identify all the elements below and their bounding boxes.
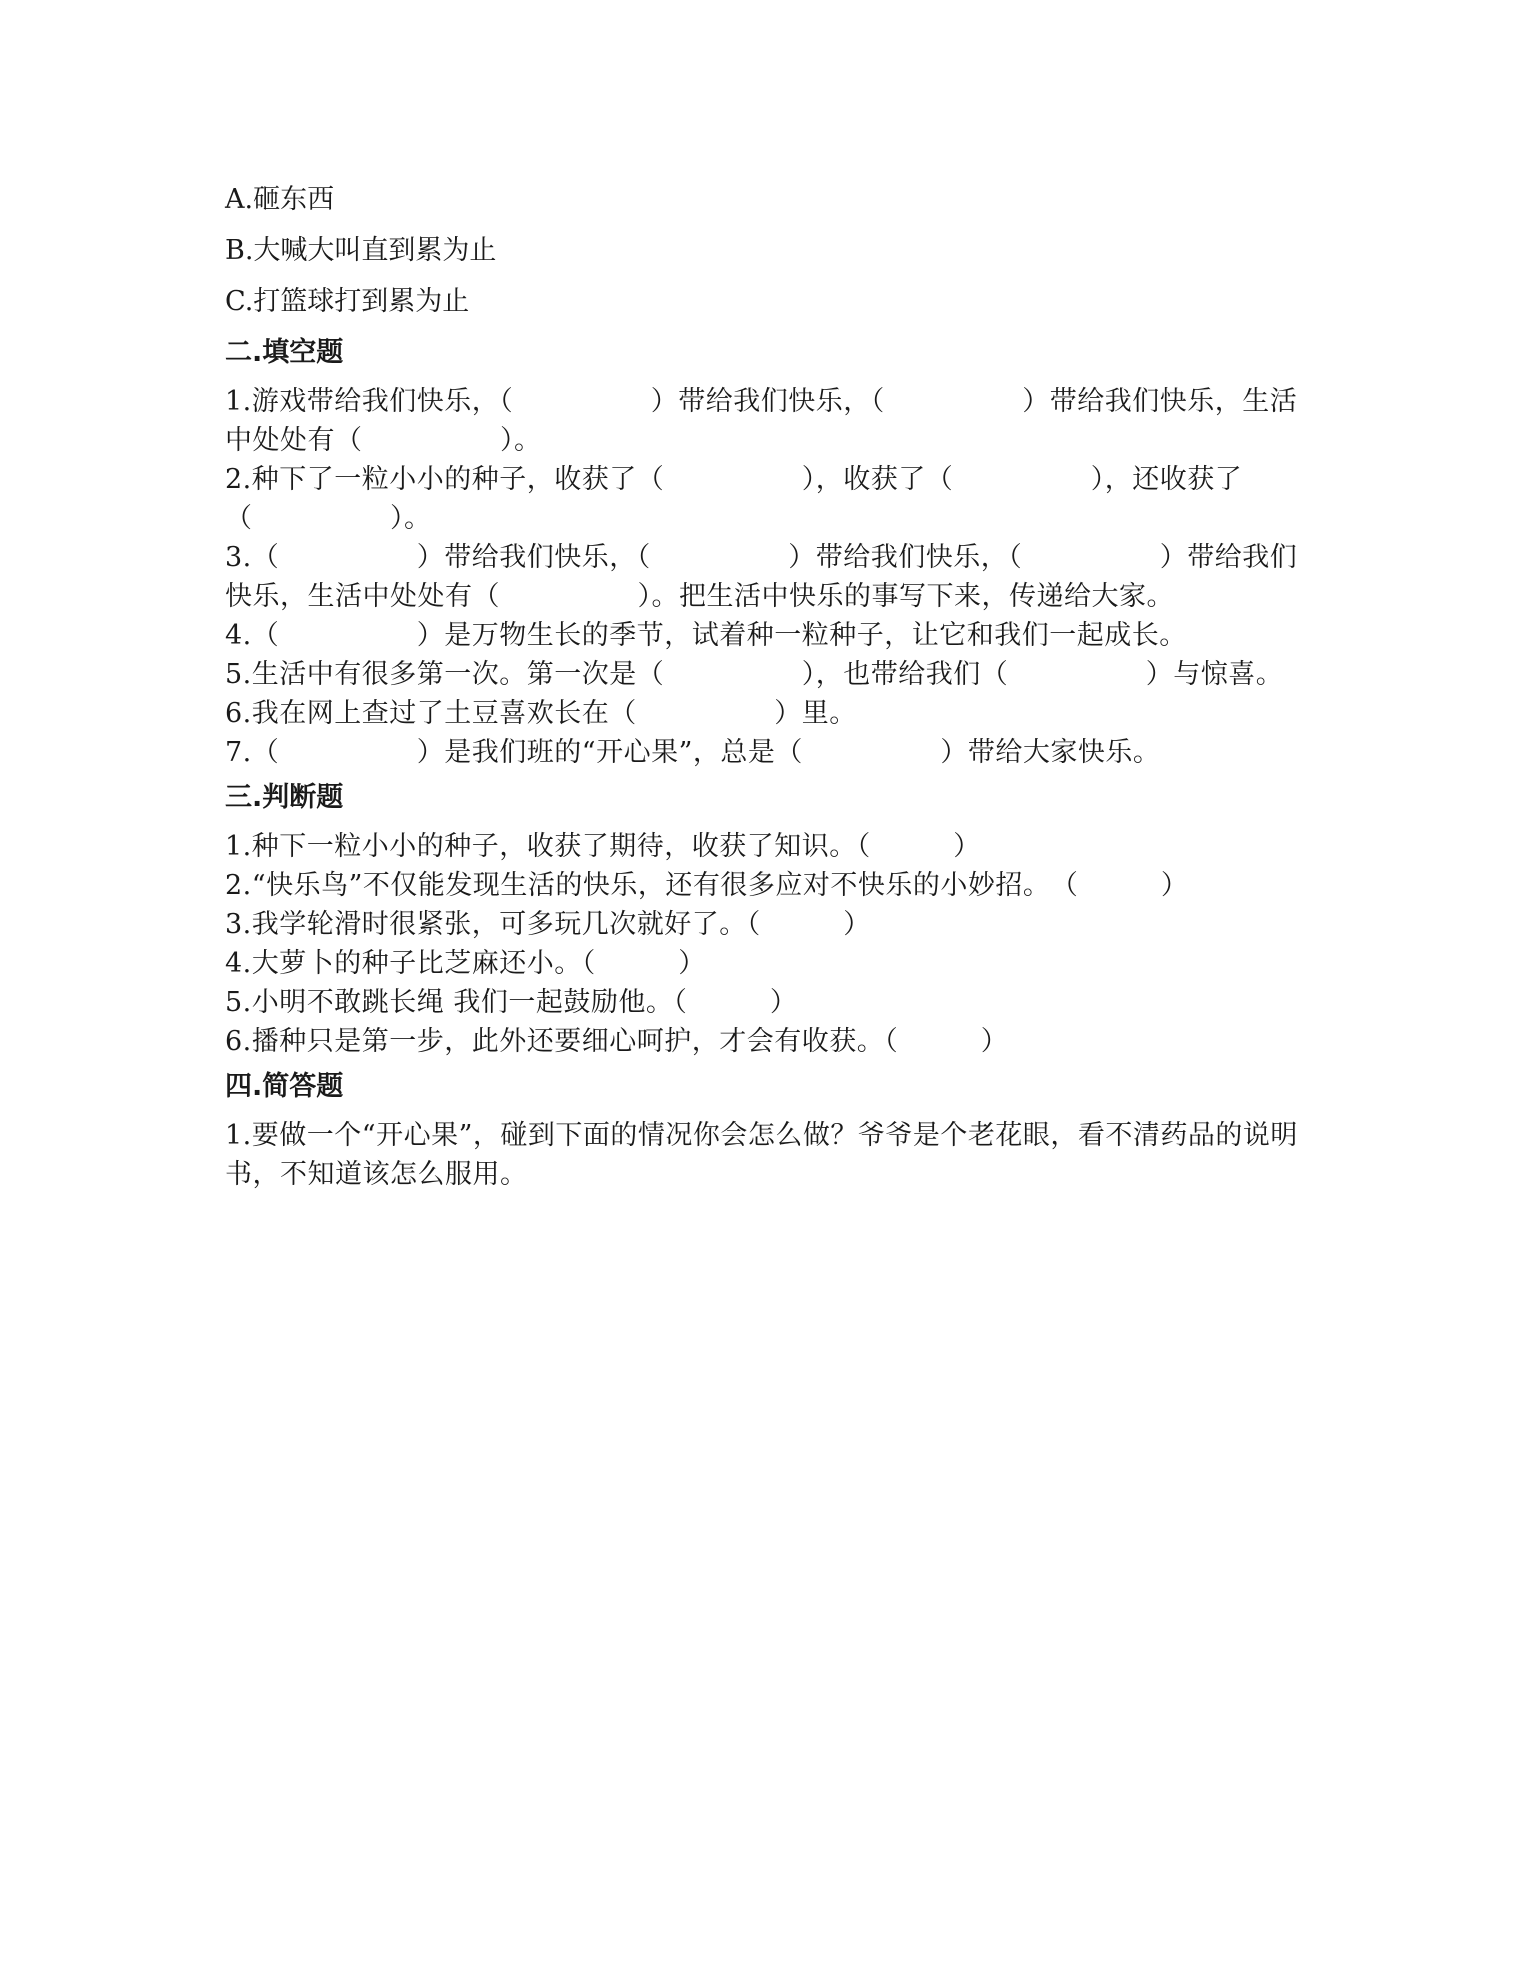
- short-answer-item-1: 1.要做一个“开心果”，碰到下面的情况你会怎么做？爷爷是个老花眼，看不清药品的说明书，不知道该怎么服用。: [225, 1120, 1298, 1190]
- fill-blank-section: [225, 333, 1305, 772]
- fill-blank-item-6: 6.我在网上查过了土豆喜欢长在（ ）里。: [225, 698, 857, 729]
- fill-blank-heading: 二.填空题: [225, 337, 344, 368]
- fill-blank-item-2: 2.种下了一粒小小的种子，收获了（ ），收获了（ ），还收获了（ ）。: [225, 464, 1243, 534]
- short-answer-heading: 四.简答题: [225, 1071, 344, 1102]
- true-false-item-4: 4.大萝卜的种子比芝麻还小。（ ）: [225, 948, 706, 979]
- true-false-section: [225, 778, 1305, 1061]
- true-false-item-6: 6.播种只是第一步，此外还要细心呵护，才会有收获。（ ）: [225, 1026, 1009, 1057]
- option-b: B.大喊大叫直到累为止: [225, 235, 497, 266]
- true-false-item-1: 1.种下一粒小小的种子，收获了期待，收获了知识。（ ）: [225, 831, 981, 862]
- fill-blank-item-1: 1.游戏带给我们快乐，（ ）带给我们快乐，（ ）带给我们快乐，生活中处处有（ ）。: [225, 386, 1298, 456]
- choice-options: [225, 180, 1305, 321]
- fill-blank-item-4: 4.（ ）是万物生长的季节，试着种一粒种子，让它和我们一起成长。: [225, 620, 1187, 651]
- fill-blank-item-7: 7.（ ）是我们班的“开心果”，总是（ ）带给大家快乐。: [225, 737, 1161, 768]
- true-false-item-2: 2.“快乐鸟”不仅能发现生活的快乐，还有很多应对不快乐的小妙招。 （ ）: [225, 870, 1189, 901]
- fill-blank-item-5: 5.生活中有很多第一次。第一次是（ ），也带给我们（ ）与惊喜。: [225, 659, 1284, 690]
- true-false-item-5: 5.小明不敢跳长绳 我们一起鼓励他。（ ）: [225, 987, 798, 1018]
- worksheet-page: [225, 180, 1305, 1200]
- option-c: C.打篮球打到累为止: [225, 286, 470, 317]
- short-answer-section: [225, 1067, 1305, 1194]
- option-a: A.砸东西: [225, 184, 335, 215]
- true-false-item-3: 3.我学轮滑时很紧张，可多玩几次就好了。（ ）: [225, 909, 871, 940]
- fill-blank-item-3: 3.（ ）带给我们快乐，（ ）带给我们快乐，（ ）带给我们快乐，生活中处处有（ ）。把生活中快乐的事写下来，传递给大家。: [225, 542, 1298, 612]
- true-false-heading: 三.判断题: [225, 782, 344, 813]
